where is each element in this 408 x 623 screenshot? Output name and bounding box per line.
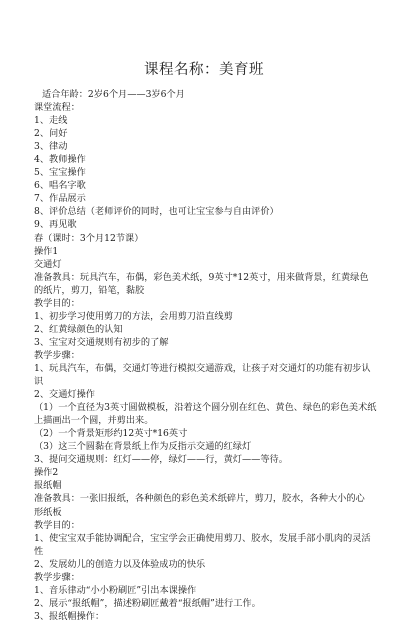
text-line: 6、唱名字歌 bbox=[34, 180, 86, 192]
text-line: 2、红黄绿颜色的认知 bbox=[34, 323, 123, 335]
text-line: 1、玩具汽车，布偶，交通灯等进行模拟交通游戏，让孩子对交通灯的功能有初步认 bbox=[34, 362, 371, 374]
text-line: 1、使宝宝双手能协调配合，宝宝学会正确使用剪刀、胶水，发展手部小肌肉的灵活 bbox=[34, 532, 371, 544]
text-line: 1、音乐律动“小小粉刷匠”引出本课操作 bbox=[34, 584, 197, 596]
text-line: 形纸板 bbox=[34, 506, 62, 518]
text-line: 操作1 bbox=[34, 245, 59, 257]
text-line: 9、再见歌 bbox=[34, 219, 77, 231]
text-line: 3、律动 bbox=[34, 141, 68, 153]
text-line: 1、初步学习使用剪刀的方法，会用剪刀沿直线剪 bbox=[34, 310, 233, 322]
text-line: 2、交通灯操作 bbox=[34, 389, 95, 401]
text-line: 报纸帽 bbox=[34, 480, 62, 492]
text-line: 交通灯 bbox=[34, 258, 62, 270]
text-line: （2）一个背景矩形约12英寸*16英寸 bbox=[34, 428, 188, 440]
text-line: 3、提问交通规则：红灯——停，绿灯——行，黄灯——等待。 bbox=[34, 454, 288, 466]
text-line: 教学步骤： bbox=[34, 571, 80, 583]
document-body bbox=[34, 88, 388, 623]
course-title: 课程名称：美育班 bbox=[144, 62, 264, 78]
text-line: 准备教具：一张旧报纸，各种颜色的彩色美术纸碎片，剪刀，胶水，各种大小的心 bbox=[34, 493, 365, 505]
text-line: 教学目的： bbox=[34, 297, 80, 309]
text-line: 3、宝宝对交通规则有初步的了解 bbox=[34, 336, 169, 348]
text-line: 准备教具：玩具汽车，布偶，彩色美术纸，9英寸*12英寸，用来做背景，红黄绿色 bbox=[34, 271, 369, 283]
text-line: 上描画出一个圆，并剪出来。 bbox=[34, 415, 154, 427]
text-line: 8、评价总结（老师评价的同时，也可让宝宝参与自由评价） bbox=[34, 206, 279, 218]
text-line: 4、教师操作 bbox=[34, 154, 86, 166]
text-line: （3）这三个圆黏在背景纸上作为反指示交通的红绿灯 bbox=[34, 441, 252, 453]
text-line: 适合年龄：2岁6个月——3岁6个月 bbox=[42, 89, 185, 100]
text-line: 2、发展幼儿的创造力以及体验成功的快乐 bbox=[34, 558, 206, 570]
text-line: 教学步骤： bbox=[34, 349, 80, 361]
text-line: 2、展示“报纸帽”，描述粉刷匠戴着“报纸帽”进行工作。 bbox=[34, 597, 261, 609]
text-line: 性 bbox=[34, 545, 44, 557]
text-line: 的纸片，剪刀，铅笔，黏胶 bbox=[34, 284, 145, 296]
text-line: 操作2 bbox=[34, 467, 59, 479]
text-line: 3、报纸帽操作： bbox=[34, 610, 105, 622]
text-line: 7、作品展示 bbox=[34, 193, 86, 205]
text-line: 2、问好 bbox=[34, 128, 68, 140]
text-line: 春（课时：3个月12节课） bbox=[34, 232, 144, 244]
text-line: 5、宝宝操作 bbox=[34, 167, 86, 179]
text-line: 1、走线 bbox=[34, 115, 68, 127]
text-line: 识 bbox=[34, 376, 44, 388]
text-line: 教学目的： bbox=[34, 519, 80, 531]
text-line: 课堂流程： bbox=[34, 102, 80, 114]
text-line: （1）一个直径为3英寸圆做模板，沿着这个圆分别在红色、黄色、绿色的彩色美术纸 bbox=[34, 402, 377, 414]
